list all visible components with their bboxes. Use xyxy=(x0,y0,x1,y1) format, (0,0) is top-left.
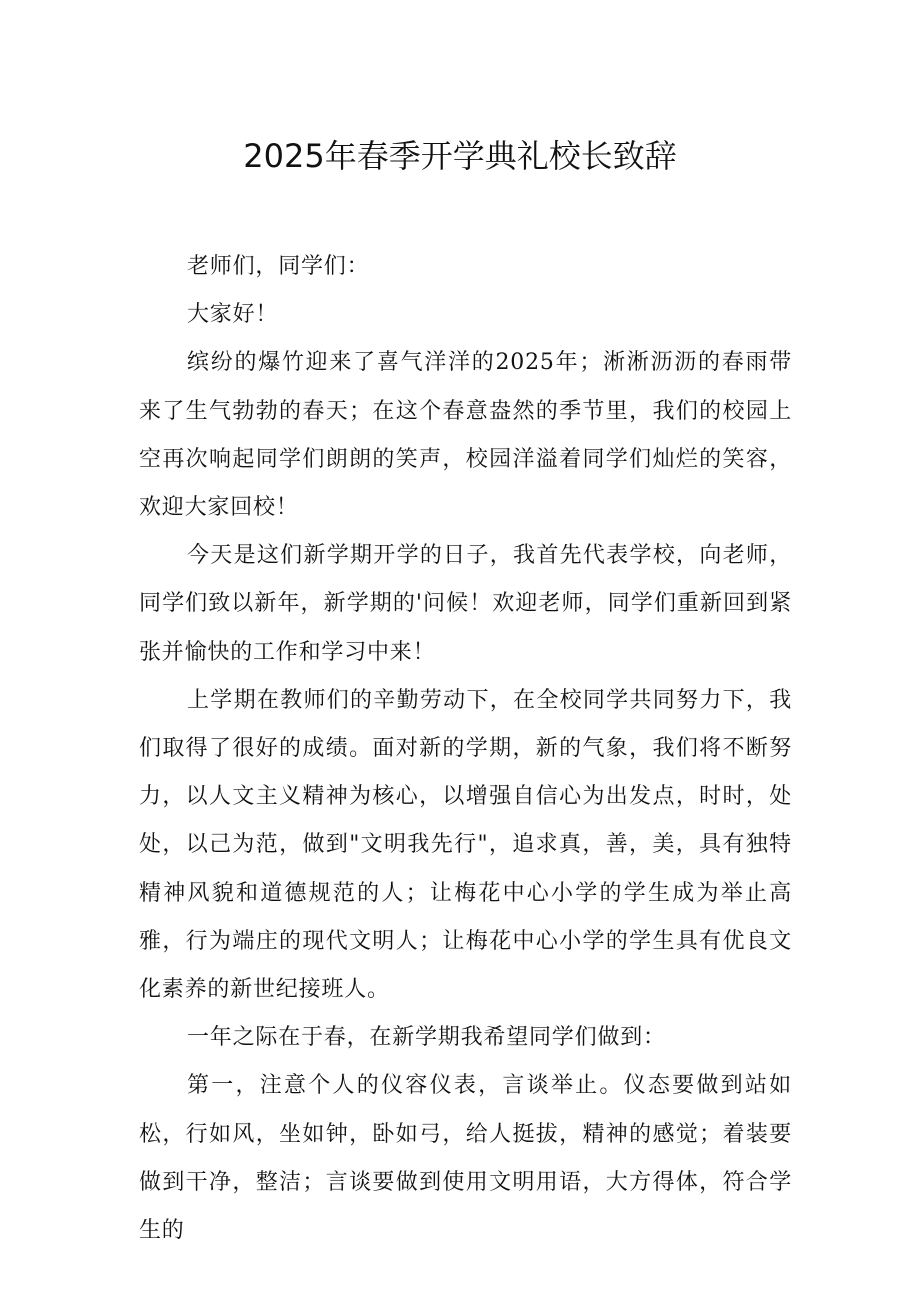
paragraph-welcome: 缤纷的爆竹迎来了喜气洋洋的2025年；淅淅沥沥的春雨带来了生气勃勃的春天；在这个春意盎然的季节里，我们的校园上空再次响起同学们朗朗的笑声，校园洋溢着同学们灿烂的笑容，欢迎大家回校！ xyxy=(139,350,792,521)
paragraph-new-term: 今天是这们新学期开学的日子，我首先代表学校，向老师，同学们致以新年，新学期的'问候！欢迎老师，同学们重新回到紧张并愉快的工作和学习中来！ xyxy=(139,543,792,665)
paragraph-expectations-intro: 一年之际在于春，在新学期我希望同学们做到： xyxy=(187,1025,666,1051)
paragraph-first-point: 第一，注意个人的仪容仪表，言谈举止。仪态要做到站如松，行如风，坐如钟，卧如弓，给人挺拔，精神的感觉；着装要做到干净，整洁；言谈要做到使用文明用语，大方得体，符合学生的 xyxy=(139,1073,792,1244)
document-body xyxy=(139,243,792,1255)
paragraph-greeting: 大家好！ xyxy=(187,302,279,328)
paragraph-last-term: 上学期在教师们的辛勤劳动下，在全校同学共同努力下，我们取得了很好的成绩。面对新的学期，新的气象，我们将不断努力，以人文主义精神为核心，以增强自信心为出发点，时时，处处，以己为范，做到"文明我先行"，追求真，善，美，具有独特精神风貌和道德规范的人；让梅花中心小学的学生成为举止高雅，行为端庄的现代文明人；让梅花中心小学的学生具有优良文化素养的新世纪接班人。 xyxy=(139,687,792,1003)
paragraph-salutation: 老师们，同学们： xyxy=(187,254,370,279)
document-title: 2025年春季开学典礼校长致辞 xyxy=(243,137,677,175)
